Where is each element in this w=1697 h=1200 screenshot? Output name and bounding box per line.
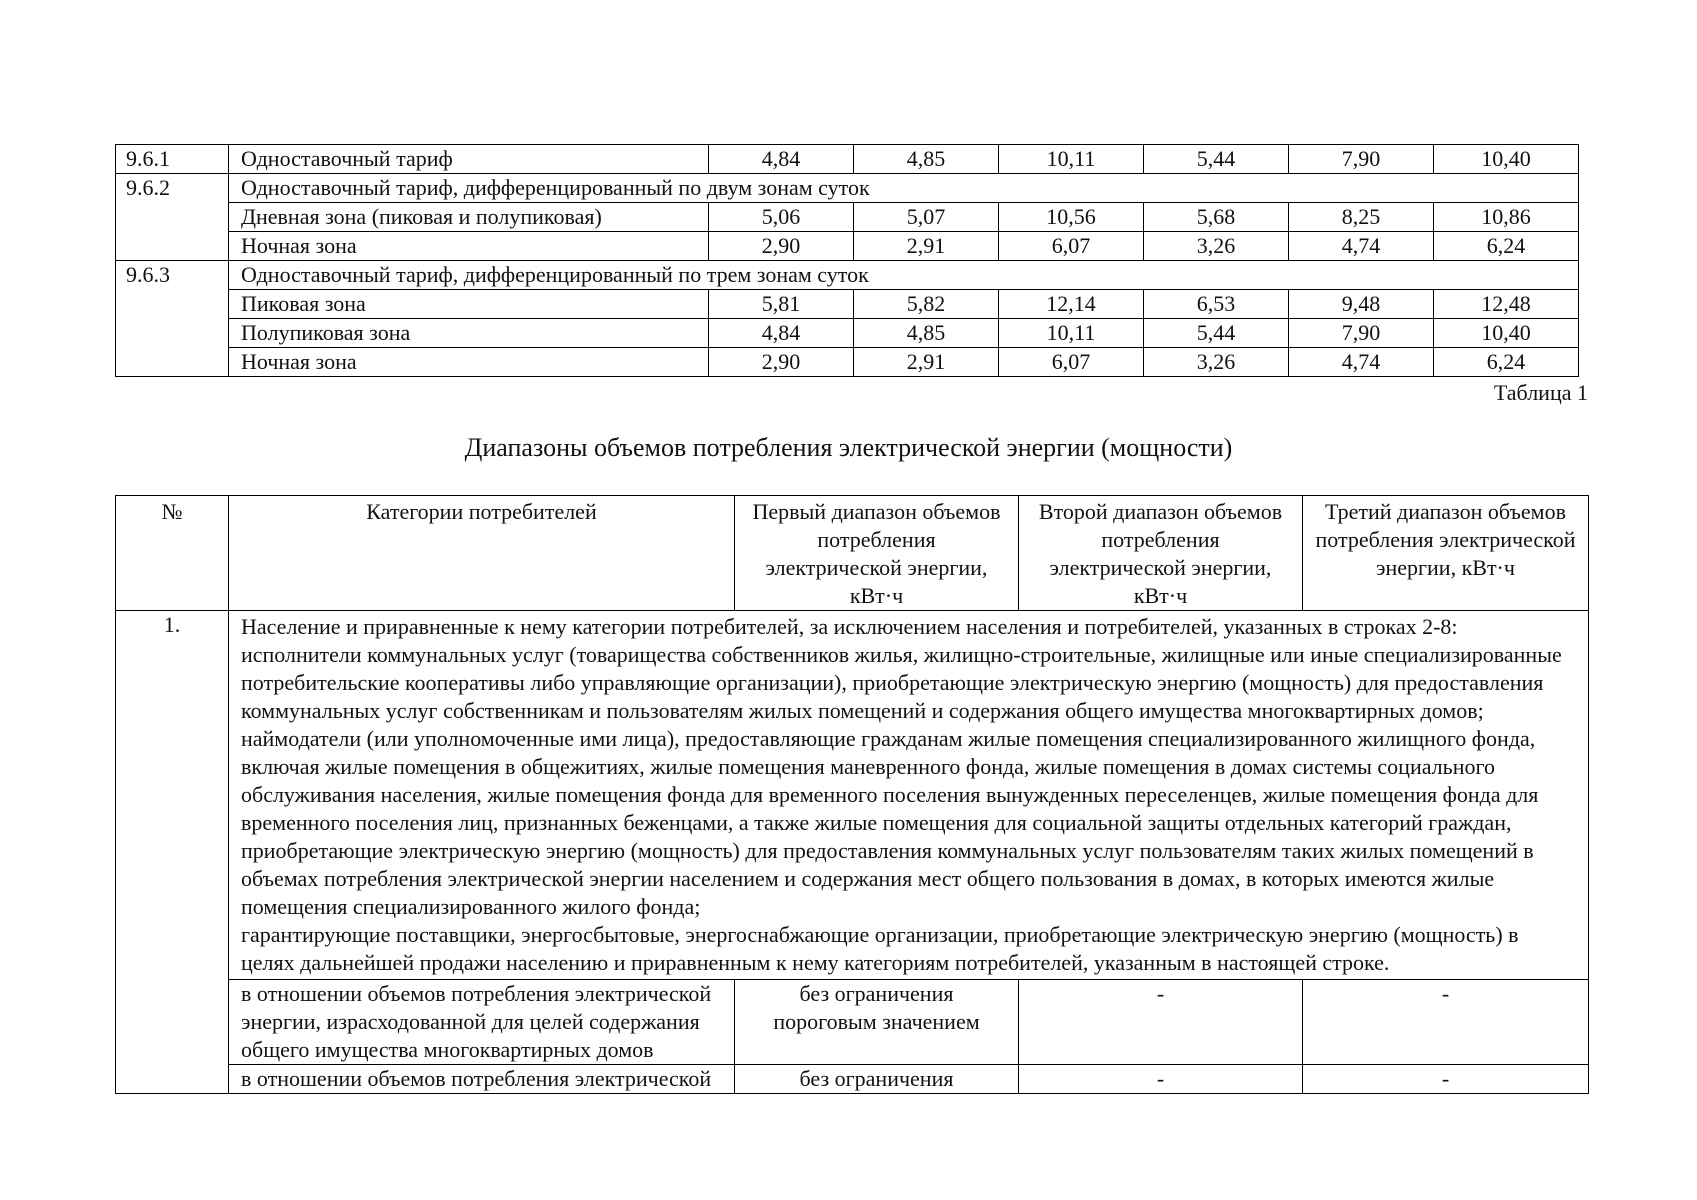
tariff-value: 7,90	[1289, 145, 1434, 174]
tariff-value: 9,48	[1289, 290, 1434, 319]
second-range-value: -	[1019, 1065, 1303, 1094]
tariff-value: 2,91	[854, 232, 999, 261]
tariff-value: 5,44	[1144, 145, 1289, 174]
tariff-value: 10,40	[1434, 319, 1579, 348]
second-range-value: -	[1019, 980, 1303, 1065]
section-title: Диапазоны объемов потребления электрической энергии (мощности)	[464, 433, 1233, 462]
tariff-group-name: Одноставочный тариф, дифференцированный по двум зонам суток	[229, 174, 1579, 203]
tariff-value: 2,91	[854, 348, 999, 377]
tariff-value: 4,85	[854, 145, 999, 174]
tariff-code: 9.6.2	[116, 174, 229, 261]
tariff-value: 4,84	[709, 319, 854, 348]
tariff-value: 10,11	[999, 145, 1144, 174]
header-categories: Категории потребителей	[229, 496, 735, 611]
tariff-value: 12,48	[1434, 290, 1579, 319]
consumption-ranges-table	[115, 495, 1589, 1094]
tariff-name: Пиковая зона	[229, 290, 709, 319]
tariff-name: Дневная зона (пиковая и полупиковая)	[229, 203, 709, 232]
tariff-value: 6,53	[1144, 290, 1289, 319]
subcategory-text: в отношении объемов потребления электрической	[229, 1065, 735, 1094]
tariff-value: 4,84	[709, 145, 854, 174]
category-paragraph: гарантирующие поставщики, энергосбытовые, энергоснабжающие организации, приобретающие электрическую энергию (мощность) в целях дальнейшей продажи населению и приравненным к нему категориям потребителей, указанным в настоящей строке.	[241, 922, 1519, 975]
tariff-row	[116, 348, 1579, 377]
tariff-value: 2,90	[709, 232, 854, 261]
tariff-value: 4,74	[1289, 348, 1434, 377]
tariff-code: 9.6.1	[116, 145, 229, 174]
tariff-value: 6,07	[999, 232, 1144, 261]
tariff-value: 10,56	[999, 203, 1144, 232]
tariff-value: 5,82	[854, 290, 999, 319]
tariff-value: 4,74	[1289, 232, 1434, 261]
tariff-value: 10,86	[1434, 203, 1579, 232]
tariff-value: 5,44	[1144, 319, 1289, 348]
tariff-value: 10,40	[1434, 145, 1579, 174]
tariff-row	[116, 261, 1579, 290]
tariff-name: Ночная зона	[229, 232, 709, 261]
tariff-value: 12,14	[999, 290, 1144, 319]
header-first-range: Первый диапазон объемов потребления электрической энергии, кВт·ч	[735, 496, 1019, 611]
category-paragraph: исполнители коммунальных услуг (товарищества собственников жилья, жилищно-строительные, жилищные или иные специализированные потребительские кооперативы либо управляющие организации), приобретающие электрическую энергию (мощность) для предоставления коммунальных услуг собственникам и пользователям жилых помещений и содержания общего имущества многоквартирных домов;	[241, 642, 1562, 723]
tariff-row	[116, 145, 1579, 174]
tariff-value: 5,81	[709, 290, 854, 319]
category-description	[229, 611, 1589, 980]
tariff-row	[116, 232, 1579, 261]
tariff-name: Полупиковая зона	[229, 319, 709, 348]
tariff-value: 5,07	[854, 203, 999, 232]
row-number: 1.	[116, 611, 229, 1094]
tariff-value: 7,90	[1289, 319, 1434, 348]
tariff-row	[116, 203, 1579, 232]
header-third-range: Третий диапазон объемов потребления электрической энергии, кВт·ч	[1303, 496, 1589, 611]
table-row	[116, 980, 1589, 1065]
category-paragraph: наймодатели (или уполномоченные ими лица), предоставляющие гражданам жилые помещения специализированного жилищного фонда, включая жилые помещения в общежитиях, жилые помещения маневренного фонда, жилые помещения в домах системы социального обслуживания населения, жилые помещения фонда для временного поселения вынужденных переселенцев, жилые помещения фонда для временного поселения лиц, признанных беженцами, а также жилые помещения для социальной защиты отдельных категорий граждан, приобретающие электрическую энергию (мощность) для предоставления коммунальных услуг пользователям таких жилых помещений в объемах потребления электрической энергии населением и содержания мест общего пользования в домах, в которых имеются жилые помещения специализированного жилого фонда;	[241, 726, 1539, 919]
tariff-value: 2,90	[709, 348, 854, 377]
first-range-value: без ограничения	[735, 1065, 1019, 1094]
tariff-value: 6,24	[1434, 232, 1579, 261]
tariff-row	[116, 174, 1579, 203]
tariff-value: 5,68	[1144, 203, 1289, 232]
tariff-row	[116, 290, 1579, 319]
tariff-value: 4,85	[854, 319, 999, 348]
tariff-name: Одноставочный тариф	[229, 145, 709, 174]
subcategory-text: в отношении объемов потребления электрической энергии, израсходованной для целей содержания общего имущества многоквартирных домов	[229, 980, 735, 1065]
tariff-name: Ночная зона	[229, 348, 709, 377]
tariff-value: 3,26	[1144, 232, 1289, 261]
tariff-value: 3,26	[1144, 348, 1289, 377]
category-paragraph: Население и приравненные к нему категории потребителей, за исключением населения и потребителей, указанных в строках 2-8:	[241, 614, 1458, 639]
first-range-value: без ограничения пороговым значением	[735, 980, 1019, 1065]
tariff-value: 10,11	[999, 319, 1144, 348]
header-second-range: Второй диапазон объемов потребления электрической энергии, кВт·ч	[1019, 496, 1303, 611]
tariff-table	[115, 144, 1579, 377]
tariff-value: 6,24	[1434, 348, 1579, 377]
tariff-code: 9.6.3	[116, 261, 229, 377]
table-number: Таблица 1	[1493, 380, 1588, 405]
third-range-value: -	[1303, 980, 1589, 1065]
third-range-value: -	[1303, 1065, 1589, 1094]
header-row	[116, 496, 1589, 611]
header-number: №	[116, 496, 229, 611]
tariff-value: 5,06	[709, 203, 854, 232]
tariff-row	[116, 319, 1579, 348]
table-row	[116, 1065, 1589, 1094]
tariff-group-name: Одноставочный тариф, дифференцированный по трем зонам суток	[229, 261, 1579, 290]
tariff-value: 8,25	[1289, 203, 1434, 232]
table-row	[116, 611, 1589, 980]
tariff-value: 6,07	[999, 348, 1144, 377]
